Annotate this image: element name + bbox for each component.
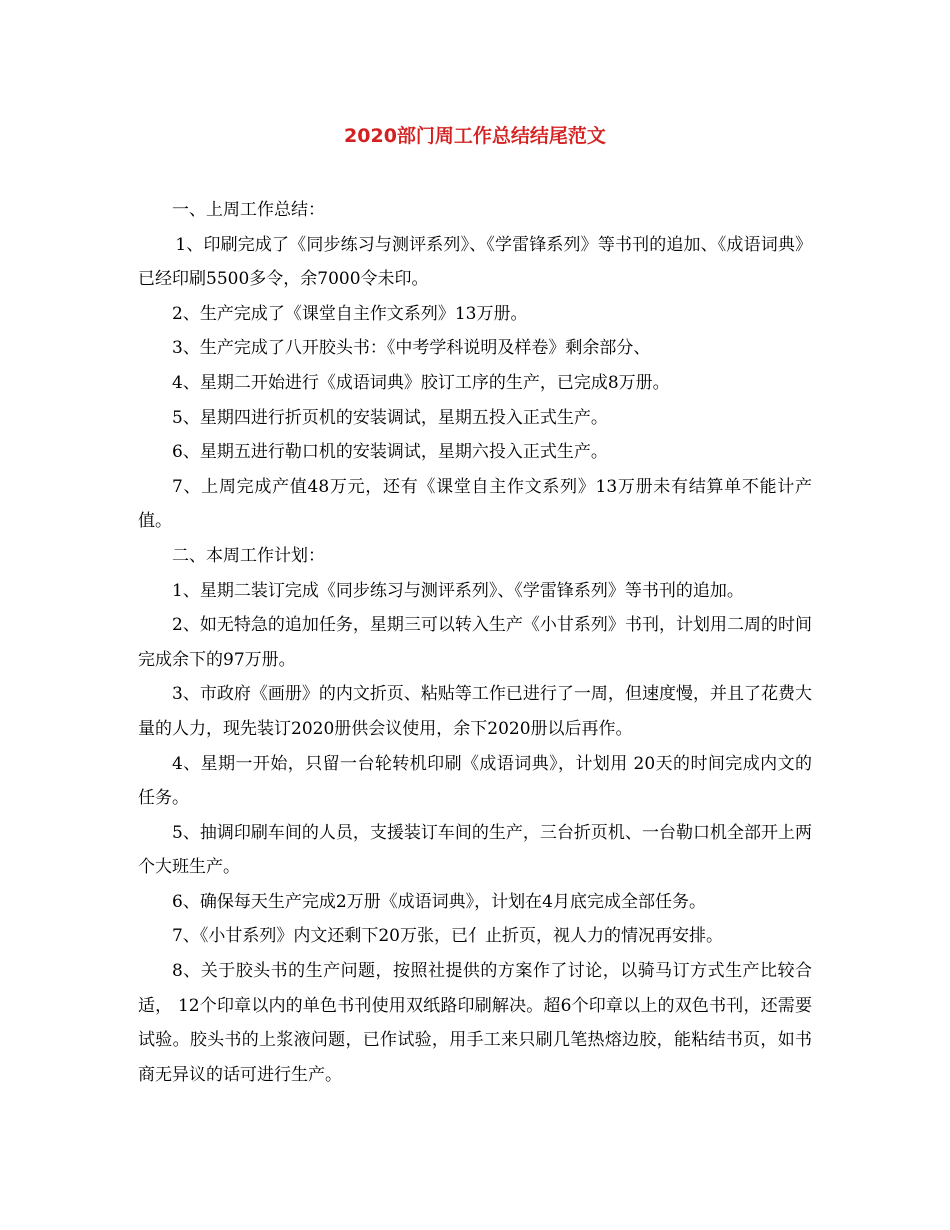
paragraph-this-week-7: 7、《小甘系列》内文还剩下20万张，已亻止折页，视人力的情况再安排。 (172, 926, 723, 947)
paragraph-this-week-8: 8、关于胶头书的生产问题，按照社提供的方案作了讨论，以骑马订方式生产比较合适， 12个印章以内的单色书刊使用双纸路印刷解决。超6个印章以上的双色书刊，还需要试验。胶头书的上浆液问题，已作试验，用手工来只刷几笔热熔边胶，能粘结书页，如书商无异议的话可进行生产。 (138, 961, 812, 1085)
paragraph-this-week-3: 3、市政府《画册》的内文折页、粘贴等工作已进行了一周，但速度慢，并且了花费大量的人力，现先装订2020册供会议使用，余下2020册以后再作。 (138, 684, 812, 739)
paragraph-last-week-3: 3、生产完成了八开胶头书：《中考学科说明及样卷》剩余部分、 (172, 338, 651, 359)
section-heading-this-week: 二、本周工作计划： (172, 545, 325, 566)
paragraph-last-week-6: 6、星期五进行勒口机的安装调试，星期六投入正式生产。 (172, 442, 608, 463)
document-title: 2020部门周工作总结结尾范文 (344, 125, 606, 147)
paragraph-last-week-4: 4、星期二开始进行《成语词典》胶订工序的生产，已完成8万册。 (172, 372, 670, 393)
section-heading-last-week: 一、上周工作总结： (172, 200, 325, 220)
paragraph-this-week-4: 4、星期一开始，只留一台轮转机印刷《成语词典》，计划用 20天的时间完成内文的任务。 (138, 753, 812, 809)
paragraph-this-week-1: 1、星期二装订完成《同步练习与测评系列》、《学雷锋系列》等书刊的追加。 (172, 580, 744, 601)
paragraph-last-week-7: 7、上周完成产值48万元，还有《课堂自主作文系列》13万册未有结算单不能计产值。 (138, 476, 812, 532)
paragraph-last-week-5: 5、星期四进行折页机的安装调试，星期五投入正式生产。 (172, 407, 608, 428)
paragraph-last-week-1: 1、印刷完成了《同步练习与测评系列》、《学雷锋系列》等书刊的追加、《成语词典》已经印刷5500多令，余7000令未印。 (138, 234, 812, 290)
document-body (138, 193, 812, 1092)
paragraph-this-week-5: 5、抽调印刷车间的人员，支援装订车间的生产，三台折页机、一台勒口机全部开上两个大班生产。 (138, 822, 812, 878)
paragraph-this-week-2: 2、如无特急的追加任务，星期三可以转入生产《小甘系列》书刊，计划用二周的时间完成余下的97万册。 (138, 615, 812, 670)
paragraph-this-week-6: 6、确保每天生产完成2万册《成语词典》，计划在4月底完成全部任务。 (172, 891, 706, 912)
paragraph-last-week-2: 2、生产完成了《课堂自主作文系列》13万册。 (172, 303, 528, 324)
